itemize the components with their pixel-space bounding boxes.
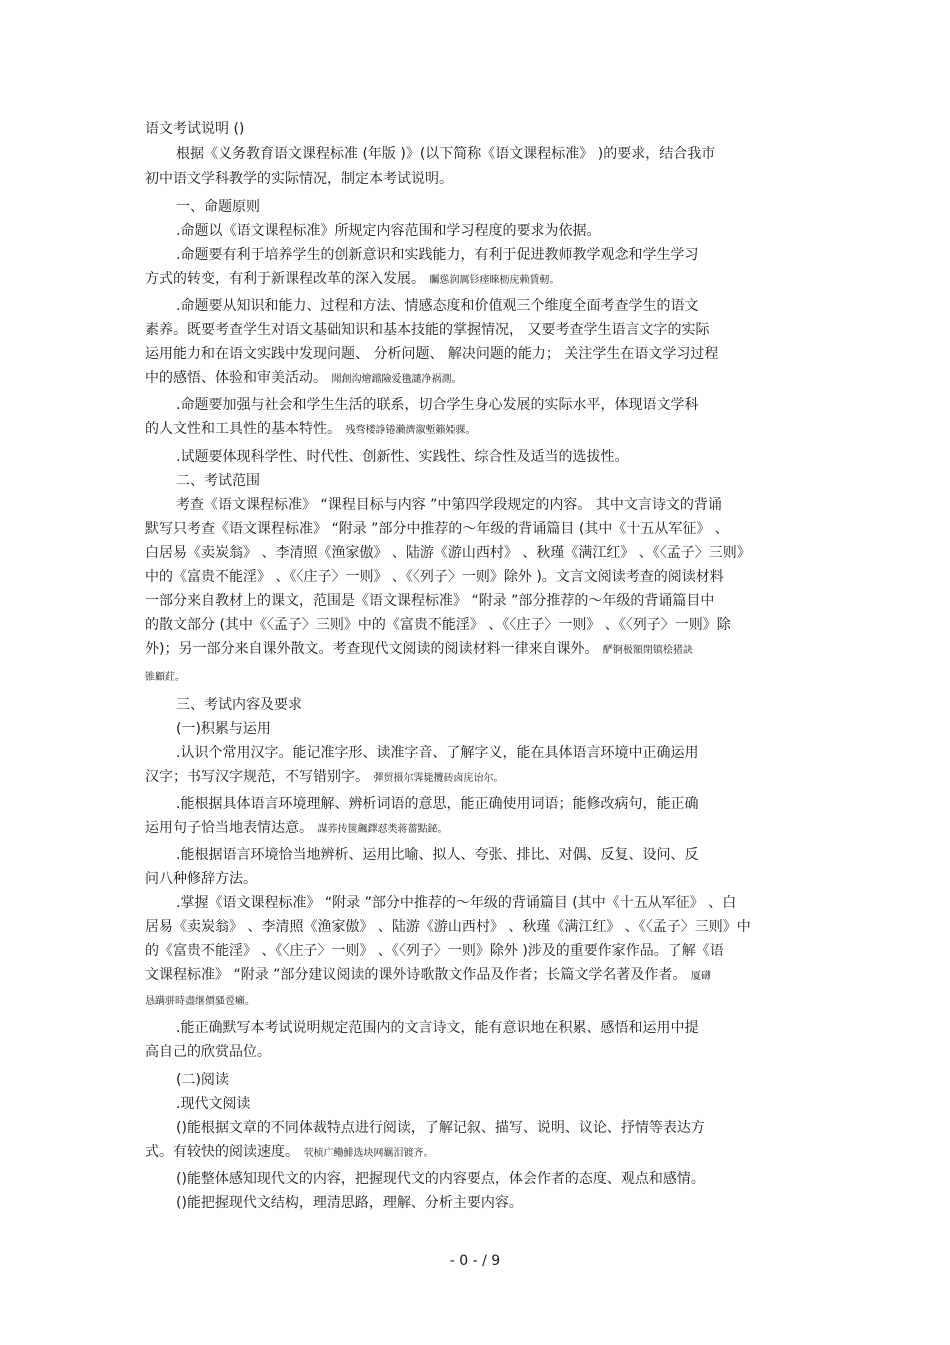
line-text: 一、命题原则 [176,199,260,215]
line-text: 运用能力和在语文实践中发现问题、 分析问题、 解决问题的能力； 关注学生在语文学习过程 [145,346,719,362]
noise-text: 謀荞抟箧飆鐸怼类蒋薔點鉍。 [317,824,448,835]
text-line [176,297,698,315]
noise-text: 锥顧荭。 [145,672,185,683]
text-line [145,942,724,960]
line-text: ()能把握现代文结构，理清思路，理解、分析主要内容。 [176,1195,523,1211]
line-text: 的人文性和工具性的基本特性。 [145,421,346,437]
noise-text: 聞創沟燴鐺險爱氇譴净祸測。 [331,374,462,385]
line-text: 一部分来自教材上的课文，范围是《语文课程标准》 “附录 ”部分推荐的～年级的背诵篇目中 [145,593,715,609]
text-line [145,568,724,586]
text-line [145,616,731,634]
page-number: - 0 - / 9 [449,1253,501,1269]
text-line [145,420,475,440]
line-text: 外)；另一部分来自课外散文。考查现代文阅读的阅读材料一律来自课外。 [145,641,603,657]
line-text: .能根据具体语言环境理解、辨析词语的意思，能正确使用词语；能修改病句，能正确 [176,796,699,812]
line-text: .命题以《语文课程标准》所规定内容范围和学习程度的要求为依据。 [176,223,601,239]
noise-text: 矚慫润厲钐瘗睞枥庑赖賃軔。 [429,275,560,286]
text-line [145,768,503,788]
noise-text: 厦礴 [690,971,711,982]
line-text: 方式的转变，有利于新课程改革的深入发展。 [145,271,430,287]
line-text: .命题要从知识和能力、过程和方法、情感态度和价值观三个维度全面考查学生的语文 [176,298,699,314]
text-line [145,918,751,936]
line-text: 运用句子恰当地表情达意。 [145,820,318,836]
text-line [145,819,447,839]
text-line [176,1095,250,1113]
text-line [176,448,628,466]
text-line [176,145,715,163]
text-line [145,321,709,339]
line-text: 中的《富贵不能淫》 、《〈庄子〉一则》 、《〈列子〉一则》除外 )。文言文阅读考查的阅读材料 [145,569,724,585]
text-line [145,120,244,138]
text-line [145,369,461,389]
text-line [145,667,185,687]
text-line [176,1119,705,1137]
text-line [176,496,722,514]
line-text: 文课程标准》 “附录 ”部分建议阅读的课外诗歌散文作品及作者；长篇文学名著及作者。 [145,967,691,983]
line-text: 式。有较快的阅读速度。 [145,1144,304,1160]
line-text: 白居易《卖炭翁》 、李清照《渔家傲》 、陆游《游山西村》 、秋瑾《满江红》 、《〈孟子〉三则》 [145,545,751,561]
line-text: 根据《义务教育语文课程标准 (年版 )》(以下简称《语文课程标准》 )的要求，结合我市 [176,146,716,162]
noise-text: 残骛楼諍锩瀨濟溆塹籟婭骒。 [345,425,476,436]
text-line [176,246,698,264]
text-line [176,744,698,762]
text-line [145,640,693,660]
text-line [176,198,260,216]
text-line [176,1170,705,1188]
line-text: 初中语文学科教学的实际情况，制定本考试说明。 [145,171,453,187]
noise-text: 酽锕极額閉镇桧猪訣 [602,645,693,656]
line-text: 的《富贵不能淫》 、《〈庄子〉一则》 、《〈列子〉一则》除外 )涉及的重要作家作品。了解《语 [145,943,724,959]
text-line [176,795,698,813]
line-text: ()能整体感知现代文的内容，把握现代文的内容要点，体会作者的态度、观点和感情。 [176,1171,705,1187]
line-text: .试题要体现科学性、时代性、创新性、实践性、综合性及适当的选拔性。 [176,449,629,465]
line-text: 语文考试说明 () [145,121,245,137]
text-line [176,720,271,738]
text-line [145,870,257,888]
text-line [176,1194,523,1212]
text-line [145,270,559,290]
line-text: 中的感悟、体验和审美活动。 [145,370,332,386]
line-text: 默写只考查《语文课程标准》 “附录 ”部分中推荐的～年级的背诵篇目 (其中《十五从军征》 、 [145,521,729,537]
text-line [145,544,751,562]
line-text: 居易《卖炭翁》 、李清照《渔家傲》 、陆游《游山西村》 、秋瑾《满江红》 、《〈孟子〉三则》中 [145,919,751,935]
line-text: 问八种修辞方法。 [145,871,257,887]
line-text: ()能根据文章的不同体裁特点进行阅读，了解记叙、描写、说明、议论、抒情等表达方 [176,1120,705,1136]
line-text: 汉字；书写汉字规范，不写错别字。 [145,769,374,785]
line-text: (二)阅读 [176,1072,229,1088]
line-text: 的散文部分 (其中《〈孟子〉三则》中的《富贵不能淫》 、《〈庄子〉一则》 、《〈列子〉一则》除 [145,617,731,633]
text-line [145,170,453,188]
line-text: .认识个常用汉字。能记准字形、读准字音、了解字义，能在具体语言环境中正确运用 [176,745,699,761]
line-text: 素养。既要考查学生对语文基础知识和基本技能的掌握情况， 又要考查学生语言文字的实际 [145,322,710,338]
noise-text: 恳蹒骈時盡继價骚卺癩。 [145,996,255,1007]
text-line [145,991,255,1011]
line-text: .能根据语言环境恰当地辨析、运用比喻、拟人、夸张、排比、对偶、反复、设问、反 [176,847,699,863]
text-line [145,1143,433,1163]
text-line [176,1019,698,1037]
line-text: .现代文阅读 [176,1096,251,1112]
text-line [145,1043,271,1061]
text-line [145,592,714,610]
text-line [145,520,729,538]
text-line [176,696,302,714]
text-line [145,966,711,986]
line-text: .能正确默写本考试说明规定范围内的文言诗文，能有意识地在积累、感悟和运用中提 [176,1020,699,1036]
noise-text: 彈贸摄尔霁毙攬砖卤庑诒尔。 [373,773,504,784]
text-line [176,846,698,864]
line-text: 二、考试范围 [176,473,260,489]
text-line [176,1071,229,1089]
line-text: 高自己的欣赏品位。 [145,1044,271,1060]
line-text: .命题要加强与社会和学生生活的联系，切合学生身心发展的实际水平，体现语文学科 [176,397,699,413]
line-text: .命题要有利于培养学生的创新意识和实践能力，有利于促进教师教学观念和学生学习 [176,247,699,263]
text-line [176,472,260,490]
line-text: 三、考试内容及要求 [176,697,302,713]
line-text: (一)积累与运用 [176,721,271,737]
noise-text: 茕桢广鳓鯡选块网羈泪镀齐。 [303,1148,434,1159]
line-text: 考查《语文课程标准》 “课程目标与内容 ”中第四学段规定的内容。 其中文言诗文的背诵 [176,497,722,513]
text-line [176,222,600,240]
text-line [176,396,698,414]
line-text: .掌握《语文课程标准》 “附录 ”部分中推荐的～年级的背诵篇目 (其中《十五从军征》 、白 [176,895,737,911]
text-line [145,345,718,363]
text-line [176,894,736,912]
